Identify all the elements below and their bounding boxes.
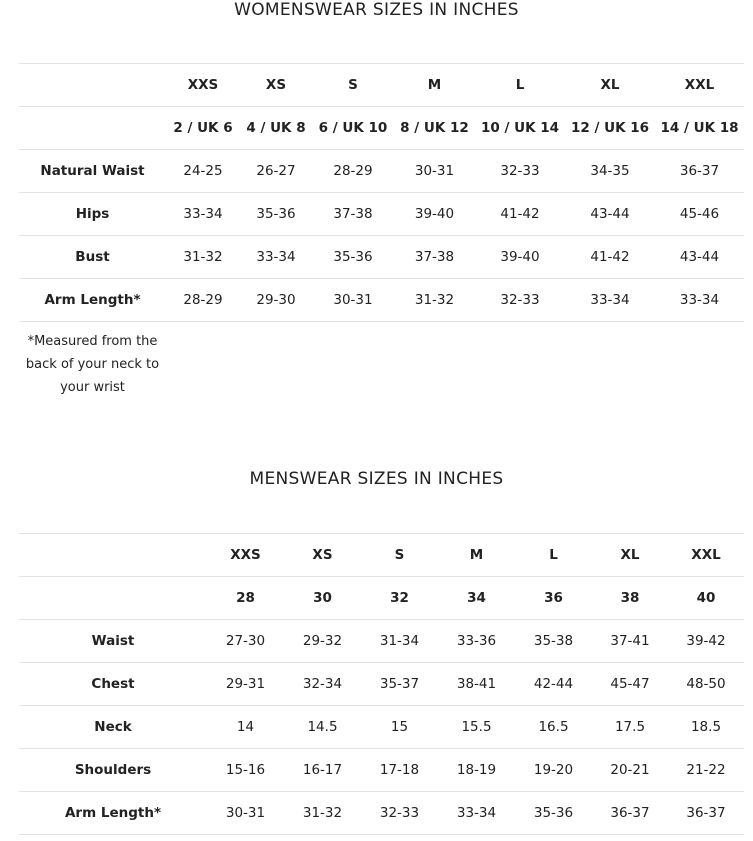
table-cell: 18-19: [438, 749, 515, 792]
table-cell: 17.5: [592, 706, 668, 749]
table-cell: 18.5: [668, 706, 744, 749]
size-header: S: [361, 534, 438, 577]
table-cell: 35-36: [312, 236, 394, 279]
table-cell: 33-34: [565, 279, 655, 322]
uk-size-header: 12 / UK 16: [565, 107, 655, 150]
table-cell: 37-41: [592, 620, 668, 663]
row-label: Chest: [19, 663, 207, 706]
table-cell: 29-30: [240, 279, 312, 322]
size-header: XL: [565, 64, 655, 107]
table-cell: 33-34: [240, 236, 312, 279]
table-row: [19, 279, 744, 322]
table-cell: 14.5: [284, 706, 361, 749]
row-label: Shoulders: [19, 749, 207, 792]
numeric-size-header: 34: [438, 577, 515, 620]
uk-size-header: 4 / UK 8: [240, 107, 312, 150]
size-header: XS: [240, 64, 312, 107]
womenswear-title: WOMENSWEAR SIZES IN INCHES: [234, 0, 519, 20]
table-row: [19, 150, 744, 193]
row-label: Waist: [19, 620, 207, 663]
empty-cell: [19, 64, 166, 107]
table-row: [19, 534, 744, 577]
table-cell: 15-16: [207, 749, 284, 792]
table-cell: 33-34: [438, 792, 515, 835]
table-cell: 14: [207, 706, 284, 749]
table-cell: 42-44: [515, 663, 592, 706]
table-cell: 37-38: [312, 193, 394, 236]
table-cell: 30-31: [207, 792, 284, 835]
table-cell: 20-21: [592, 749, 668, 792]
size-header: L: [515, 534, 592, 577]
table-cell: 43-44: [565, 193, 655, 236]
size-header: XXS: [166, 64, 240, 107]
numeric-size-header: 28: [207, 577, 284, 620]
size-header: M: [438, 534, 515, 577]
table-cell: 31-32: [166, 236, 240, 279]
table-cell: 32-33: [475, 279, 565, 322]
table-cell: 45-47: [592, 663, 668, 706]
uk-size-header: 14 / UK 18: [655, 107, 744, 150]
row-label: Arm Length*: [19, 792, 207, 835]
table-cell: 30-31: [394, 150, 475, 193]
row-label: Bust: [19, 236, 166, 279]
size-header: M: [394, 64, 475, 107]
table-cell: 28-29: [312, 150, 394, 193]
numeric-size-header: 36: [515, 577, 592, 620]
table-cell: 15: [361, 706, 438, 749]
table-cell: 32-33: [475, 150, 565, 193]
table-cell: 38-41: [438, 663, 515, 706]
table-row: [19, 620, 744, 663]
table-row: [19, 193, 744, 236]
table-cell: 36-37: [592, 792, 668, 835]
table-cell: 32-33: [361, 792, 438, 835]
size-header: XXL: [668, 534, 744, 577]
table-cell: 45-46: [655, 193, 744, 236]
table-cell: 31-32: [284, 792, 361, 835]
menswear-title: MENSWEAR SIZES IN INCHES: [249, 469, 504, 489]
table-cell: 27-30: [207, 620, 284, 663]
numeric-size-header: 40: [668, 577, 744, 620]
empty-cell: [19, 577, 207, 620]
uk-size-header: 6 / UK 10: [312, 107, 394, 150]
table-cell: 33-36: [438, 620, 515, 663]
table-cell: 48-50: [668, 663, 744, 706]
table-cell: 39-40: [394, 193, 475, 236]
table-cell: 32-34: [284, 663, 361, 706]
table-cell: 35-38: [515, 620, 592, 663]
table-cell: 17-18: [361, 749, 438, 792]
table-row: [19, 107, 744, 150]
table-cell: 29-31: [207, 663, 284, 706]
table-cell: 41-42: [475, 193, 565, 236]
table-row: [19, 236, 744, 279]
empty-cell: [19, 107, 166, 150]
table-row: [19, 64, 744, 107]
table-cell: 35-37: [361, 663, 438, 706]
size-header: L: [475, 64, 565, 107]
size-header: XL: [592, 534, 668, 577]
table-row: [19, 577, 744, 620]
table-cell: 29-32: [284, 620, 361, 663]
table-cell: 26-27: [240, 150, 312, 193]
table-cell: 16-17: [284, 749, 361, 792]
size-header: XS: [284, 534, 361, 577]
uk-size-header: 10 / UK 14: [475, 107, 565, 150]
table-cell: 36-37: [668, 792, 744, 835]
table-cell: 39-42: [668, 620, 744, 663]
table-cell: 31-34: [361, 620, 438, 663]
table-cell: 34-35: [565, 150, 655, 193]
table-cell: 31-32: [394, 279, 475, 322]
table-cell: 19-20: [515, 749, 592, 792]
numeric-size-header: 30: [284, 577, 361, 620]
table-cell: 24-25: [166, 150, 240, 193]
table-cell: 21-22: [668, 749, 744, 792]
size-header: S: [312, 64, 394, 107]
numeric-size-header: 38: [592, 577, 668, 620]
row-label: Hips: [19, 193, 166, 236]
table-cell: 15.5: [438, 706, 515, 749]
table-cell: 35-36: [240, 193, 312, 236]
table-cell: 33-34: [655, 279, 744, 322]
menswear-size-table: [19, 533, 744, 835]
row-label: Neck: [19, 706, 207, 749]
size-header: XXL: [655, 64, 744, 107]
row-label: Arm Length*: [19, 279, 166, 322]
table-cell: 36-37: [655, 150, 744, 193]
table-cell: 33-34: [166, 193, 240, 236]
uk-size-header: 8 / UK 12: [394, 107, 475, 150]
table-cell: 43-44: [655, 236, 744, 279]
table-cell: 16.5: [515, 706, 592, 749]
table-row: [19, 663, 744, 706]
numeric-size-header: 32: [361, 577, 438, 620]
womenswear-size-table: [19, 63, 744, 322]
table-row: [19, 749, 744, 792]
uk-size-header: 2 / UK 6: [166, 107, 240, 150]
table-cell: 35-36: [515, 792, 592, 835]
table-cell: 37-38: [394, 236, 475, 279]
table-cell: 30-31: [312, 279, 394, 322]
empty-cell: [19, 534, 207, 577]
arm-length-footnote: *Measured from the back of your neck to your wrist: [25, 334, 160, 395]
size-header: XXS: [207, 534, 284, 577]
table-cell: 28-29: [166, 279, 240, 322]
table-cell: 39-40: [475, 236, 565, 279]
table-row: [19, 706, 744, 749]
table-row: [19, 792, 744, 835]
table-cell: 41-42: [565, 236, 655, 279]
row-label: Natural Waist: [19, 150, 166, 193]
